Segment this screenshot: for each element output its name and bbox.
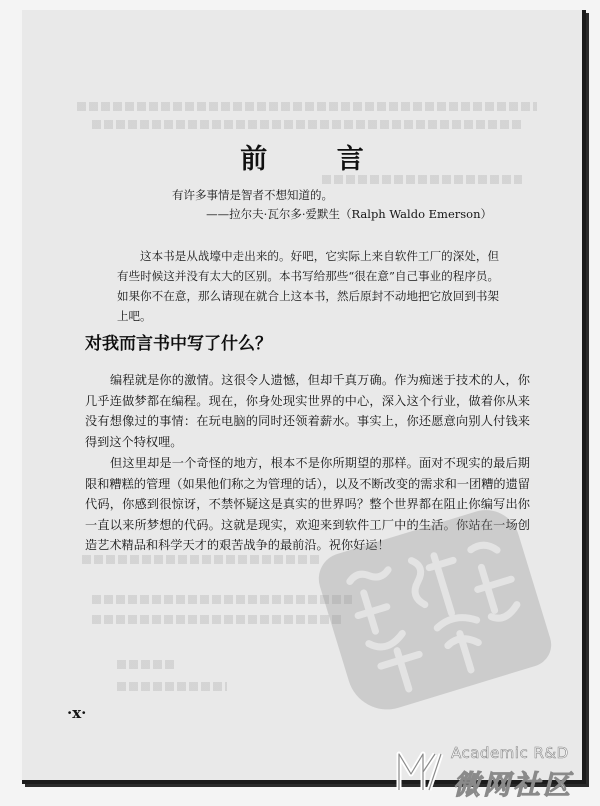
watermark-logo-icon (395, 746, 445, 796)
bleed-through-line (92, 595, 352, 604)
site-watermark (395, 742, 595, 802)
book-page (22, 10, 586, 784)
epigraph-quote: 有许多事情是智者不想知道的。 (172, 188, 333, 202)
bleed-through-line (117, 682, 227, 691)
bleed-through-line (117, 660, 177, 669)
bleed-through-line (77, 102, 537, 111)
watermark-text-en: Academic R&D (451, 744, 569, 762)
bleed-through-line (92, 615, 342, 624)
body-paragraph: 编程就是你的激情。这很令人遗憾，但却千真万确。作为痴迷于技术的人，你几乎连做梦都在编程。现在，你身处现实世界的中心，深入这个行业，做着你从来没有想像过的事情：在玩电脑的同时还领着薪水。事实上，你还愿意向别人付钱来得到这个特权哩。 (85, 373, 530, 449)
intro-paragraph: 这本书是从战壕中走出来的。好吧，它实际上来自软件工厂的深处，但有些时候这并没有太大的区别。本书写给那些“很在意”自己事业的程序员。如果你不在意，那么请现在就合上这本书，然后原封不动地把它放回到书架上吧。 (117, 249, 499, 323)
page-title: 前 言 (240, 144, 394, 175)
body-paragraph: 但这里却是一个奇怪的地方，根本不是你所期望的那样。面对不现实的最后期限和糟糕的管理（如果他们称之为管理的话），以及不断改变的需求和一团糟的遗留代码，你感到很惊讶，不禁怀疑这是真实的世界吗？整个世界都在阻止你编写出你一直以来所梦想的代码。这就是现实，欢迎来到软件工厂中的生活。你站在一场创造艺术精品和科学天才的艰苦战争的最前沿。祝你好运！ (85, 456, 530, 552)
watermark-text-cn: 微网社区 (453, 770, 573, 801)
epigraph-attribution: ——拉尔夫·瓦尔多·爱默生（Ralph Waldo Emerson） (206, 207, 492, 221)
bleed-through-line (82, 555, 322, 564)
section-heading: 对我而言书中写了什么？ (85, 334, 272, 354)
bleed-through-line (92, 120, 522, 129)
epigraph (172, 186, 492, 224)
page-number: ·x· (67, 704, 87, 722)
bleed-through-line (322, 175, 522, 184)
